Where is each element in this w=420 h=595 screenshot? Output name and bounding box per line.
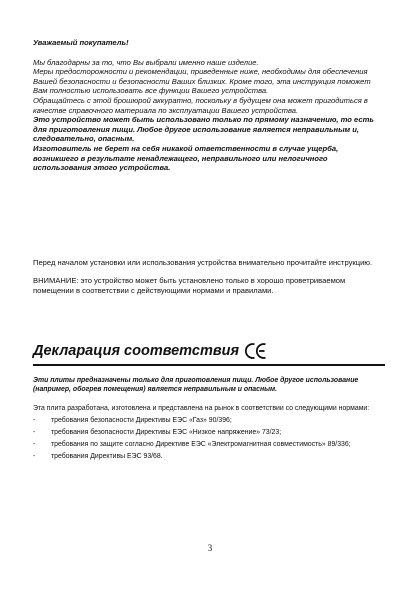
greeting: Уважаемый покупатель! xyxy=(33,38,129,47)
read-instructions-note: Перед началом установки или использования устройства внимательно прочитайте инструкцию. xyxy=(33,258,373,267)
declaration-warning: Эти плиты предназначены только для приготовления пищи. Любое другое использование (например, обогрев помещения) является неправильным и опасным. xyxy=(33,377,359,393)
ventilation-warning: ВНИМАНИЕ: это устройство может быть установлено только в хорошо проветриваемом помещении в соответствии с действующими нормами и правилами. xyxy=(33,275,346,295)
list-item: - требования по защите согласно Директиве ЕЭС «Электромагнитная совместимость» 89/336; xyxy=(33,441,351,448)
dash-bullet: - xyxy=(33,453,36,460)
intro-paragraph-1: Мы благодарны за то, что Вы выбрали именно наше изделие. xyxy=(33,57,259,67)
intro-section xyxy=(33,38,385,173)
intended-use-warning: Это устройство может быть использовано только по прямому назначению, то есть для приготовления пищи. Любое другое использование является неправильным и, следовательно, опасным. xyxy=(33,115,374,144)
dash-bullet: - xyxy=(33,417,36,424)
declaration-text: Эта плита разработана, изготовлена и представлена на рынок в соответствии со следующими нормами: xyxy=(33,405,370,412)
dash-bullet: - xyxy=(33,441,36,448)
ce-mark-icon xyxy=(244,342,268,360)
declaration-section xyxy=(33,340,385,464)
list-item: - требования безопасности Директивы ЕЭС «Газ» 90/396; xyxy=(33,417,232,424)
installation-notes xyxy=(33,258,385,303)
declaration-title: Декларация соответствия xyxy=(33,343,239,359)
list-item: - требования Директивы ЕЭС 93/68. xyxy=(33,453,163,460)
list-item: - требования безопасности Директивы ЕЭС «Низкое напряжение» 73/23; xyxy=(33,429,282,436)
heading-rule xyxy=(33,364,385,366)
liability-disclaimer: Изготовитель не берет на себя никакой ответственности в случае ущерба, возникшего в результате ненадлежащего, неправильного или нелогичного использования этого устройства. xyxy=(33,143,339,173)
dash-bullet: - xyxy=(33,429,36,436)
declaration-heading xyxy=(33,340,385,362)
directives-list xyxy=(33,416,385,461)
page-number: 3 xyxy=(207,543,213,553)
intro-paragraph-2: Меры предосторожности и рекомендации, приведенные ниже, необходимы для обеспечения Вашей безопасности и безопасности Ваших близких. Кроме того, эта инструкция поможет Вам полностью использовать все функции Вашего устройства. xyxy=(33,67,371,96)
intro-paragraph-3: Обращайтесь с этой брошюрой аккуратно, поскольку в будущем она может пригодиться в качестве справочного материала по эксплуатации Вашего устройства. xyxy=(33,95,368,115)
